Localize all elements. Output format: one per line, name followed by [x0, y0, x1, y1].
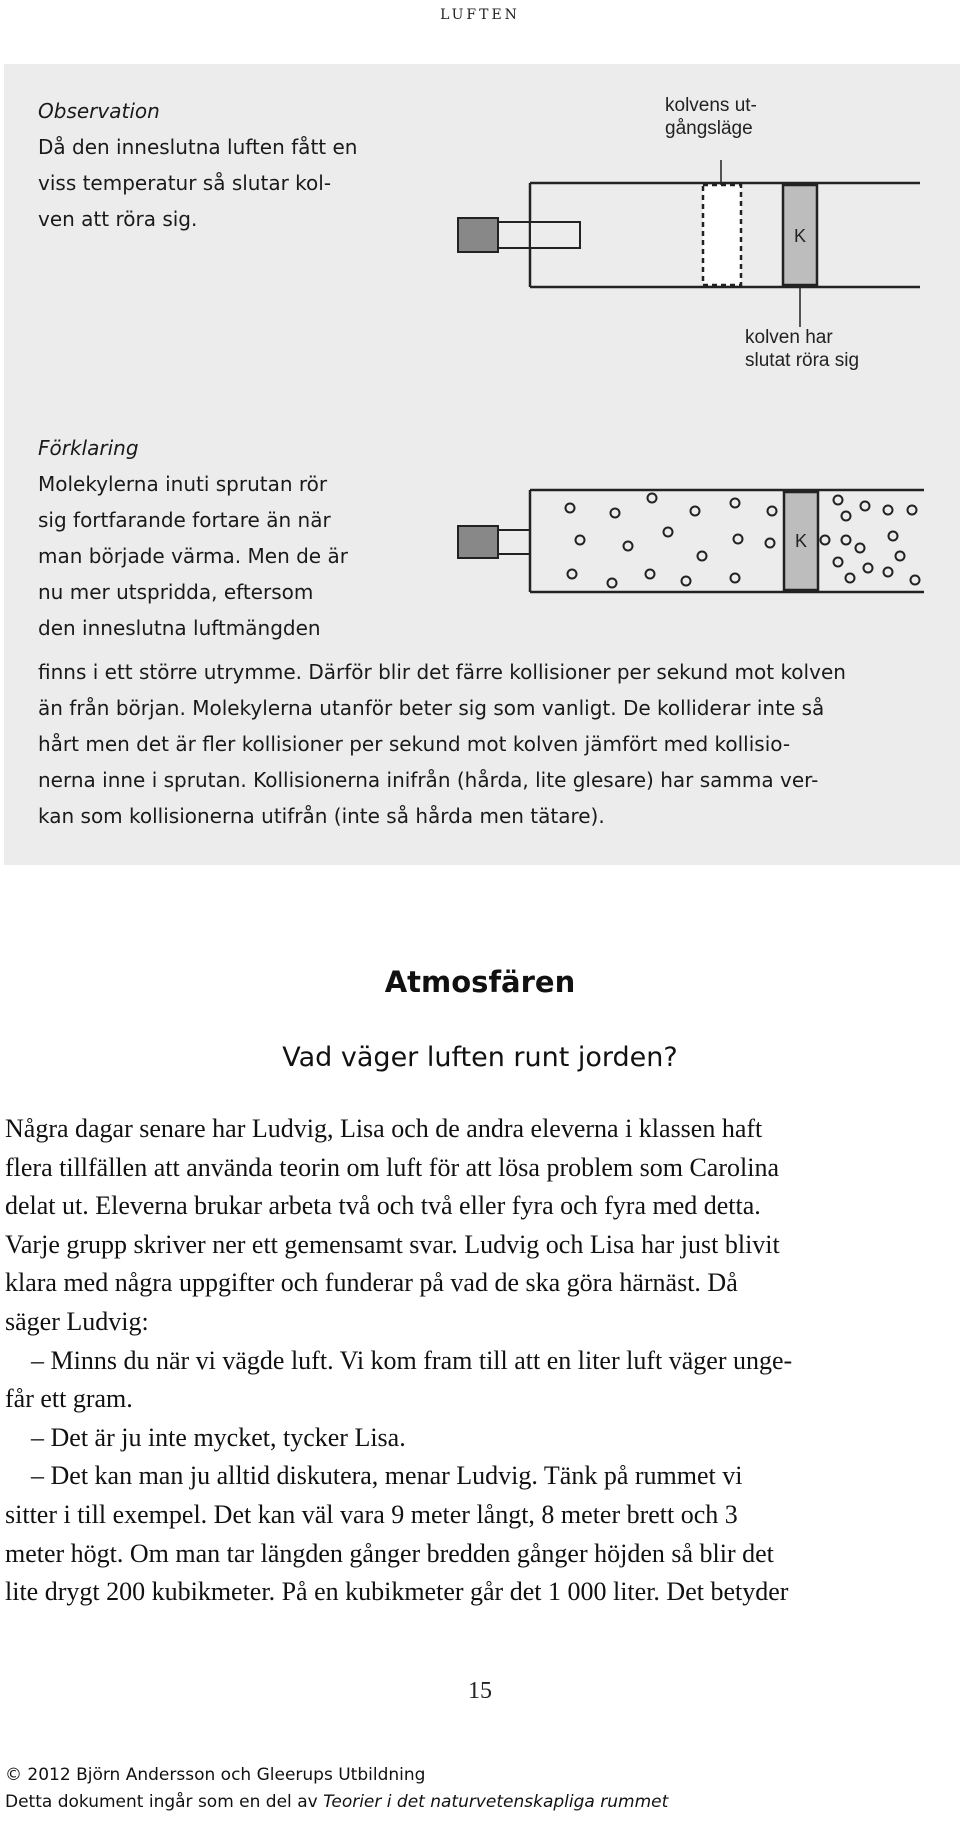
explanation-text-full [38, 654, 938, 834]
explanation-line: nerna inne i sprutan. Kollisionerna inifrån (hårda, lite glesare) har samma ver- [38, 768, 819, 792]
explanation-line: finns i ett större utrymme. Därför blir det färre kollisioner per sekund mot kolven [38, 660, 846, 684]
observation-text [38, 93, 458, 237]
footer-copyright: © 2012 Björn Andersson och Gleerups Utbildning [5, 1765, 426, 1785]
molecule-inside [691, 507, 700, 516]
explanation-line: man började värma. Men de är [38, 544, 348, 568]
piston-label: K [793, 226, 807, 246]
explanation-line: den inneslutna luftmängden [38, 616, 321, 640]
explanation-line: än från början. Molekylerna utanför beter sig som vanligt. De kolliderar inte så [38, 696, 825, 720]
molecule-outside [821, 536, 830, 545]
footer-note-title: Teorier i det naturvetenskapliga rummet [323, 1792, 669, 1812]
explanation-line: nu mer utspridda, eftersom [38, 580, 314, 604]
molecule-outside [889, 532, 898, 541]
section-subheading: Vad väger luften runt jorden? [282, 1042, 678, 1073]
molecule-inside [576, 536, 585, 545]
nozzle-cap [458, 218, 498, 252]
molecule-outside [911, 576, 920, 585]
molecule-inside [731, 499, 740, 508]
body-line: – Det är ju inte mycket, tycker Lisa. [5, 1422, 406, 1452]
molecule-inside [648, 494, 657, 503]
molecule-outside [846, 574, 855, 583]
explanation-line: hårt men det är fler kollisioner per sekund mot kolven jämfört med kollisio- [38, 732, 791, 756]
molecule-inside [664, 528, 673, 537]
observation-title: Observation [38, 99, 160, 123]
page-number: 15 [468, 1678, 492, 1704]
body-line: säger Ludvig: [5, 1306, 149, 1336]
body-line: flera tillfällen att använda teorin om luft för att lösa problem som Carolina [5, 1152, 779, 1182]
observation-line: ven att röra sig. [38, 207, 198, 231]
explanation-line: kan som kollisionerna utifrån (inte så hårda men tätare). [38, 804, 605, 828]
molecule-inside [646, 570, 655, 579]
body-text [5, 1110, 960, 1612]
molecule-inside [566, 504, 575, 513]
molecules [566, 494, 920, 588]
molecule-inside [624, 542, 633, 551]
running-header [0, 0, 960, 24]
piston-label: K [794, 531, 808, 551]
molecule-outside [842, 512, 851, 521]
molecule-inside [611, 509, 620, 518]
body-line: delat ut. Eleverna brukar arbeta två och två eller fyra och fyra med detta. [5, 1191, 761, 1221]
molecule-outside [864, 564, 873, 573]
molecule-outside [896, 552, 905, 561]
body-line: Varje grupp skriver ner ett gemensamt svar. Ludvig och Lisa har just blivit [5, 1229, 780, 1259]
observation-line: viss temperatur så slutar kol- [38, 171, 332, 195]
body-line: klara med några uppgifter och funderar på vad de ska göra härnäst. Då [5, 1268, 738, 1298]
explanation-text-short [38, 430, 458, 646]
body-line: meter högt. Om man tar längden gånger bredden gånger höjden så blir det [5, 1538, 774, 1568]
explanation-line: Molekylerna inuti sprutan rör [38, 472, 328, 496]
section-heading: Atmosfären [384, 965, 576, 999]
body-line: – Det kan man ju alltid diskutera, menar Ludvig. Tänk på rummet vi [5, 1461, 743, 1491]
molecule-outside [834, 558, 843, 567]
syringe-figure-2 [450, 480, 930, 610]
molecule-inside [731, 574, 740, 583]
body-line: sitter i till exempel. Det kan väl vara 9 meter långt, 8 meter brett och 3 [5, 1499, 738, 1529]
body-line: – Minns du när vi vägde luft. Vi kom fram till att en liter luft väger unge- [5, 1345, 793, 1375]
molecule-outside [861, 502, 870, 511]
body-line: Några dagar senare har Ludvig, Lisa och de andra eleverna i klassen haft [5, 1114, 763, 1143]
nozzle-cap [458, 526, 498, 558]
footer-note [5, 1789, 668, 1816]
explanation-line: sig fortfarande fortare än när [38, 508, 331, 532]
molecule-inside [734, 535, 743, 544]
explanation-title: Förklaring [38, 436, 139, 460]
body-line: får ett gram. [5, 1384, 133, 1414]
molecule-outside [842, 536, 851, 545]
figure1-label-stopped: kolven har slutat röra sig [745, 327, 860, 371]
molecule-outside [834, 496, 843, 505]
body-line: lite drygt 200 kubikmeter. På en kubikmeter går det 1 000 liter. Det betyder [5, 1577, 789, 1607]
molecule-inside [608, 579, 617, 588]
piston-start-position [703, 185, 741, 285]
molecule-inside [568, 570, 577, 579]
molecule-inside [698, 552, 707, 561]
molecule-outside [884, 568, 893, 577]
figure1-label-start: kolvens ut- gångsläge [665, 95, 757, 139]
molecule-inside [766, 539, 775, 548]
footer [5, 1762, 668, 1816]
observation-line: Då den inneslutna luften fått en [38, 135, 358, 159]
syringe-figure-1 [440, 160, 930, 330]
nozzle [530, 222, 580, 248]
footer-note-prefix: Detta dokument ingår som en del av [5, 1792, 324, 1812]
molecule-outside [884, 506, 893, 515]
molecule-inside [768, 507, 777, 516]
molecule-outside [908, 506, 917, 515]
molecule-outside [856, 544, 865, 553]
running-title: luften [440, 0, 520, 24]
molecule-inside [682, 577, 691, 586]
